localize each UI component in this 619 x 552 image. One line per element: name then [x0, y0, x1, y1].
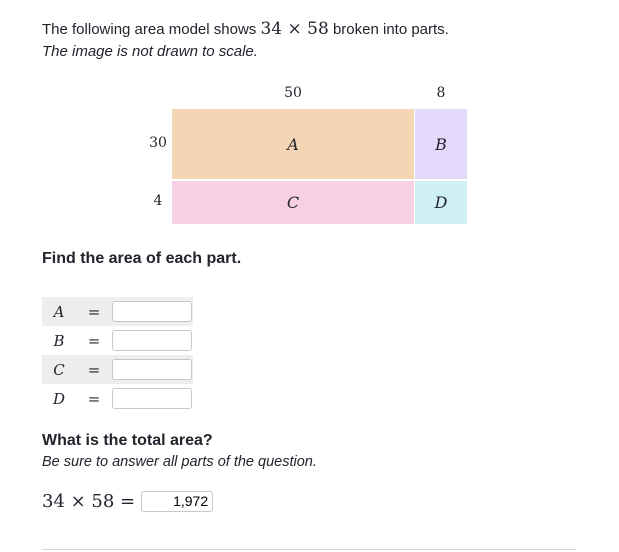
total-area-row: [42, 491, 213, 512]
answer-var: B: [53, 331, 65, 350]
intro-expression: 34 × 58: [260, 19, 329, 39]
answer-row-b: [42, 326, 193, 355]
total-expression: 34 × 58 =: [42, 491, 136, 512]
answer-table: [42, 297, 193, 413]
scale-note: The image is not drawn to scale.: [42, 43, 258, 60]
answer-row-a: [42, 297, 193, 326]
cell-a: A: [172, 109, 414, 179]
cell-d: D: [415, 181, 467, 224]
answer-input-d[interactable]: [112, 388, 192, 409]
equals-sign: =: [87, 331, 101, 350]
divider: [42, 549, 576, 550]
instruction-text: Be sure to answer all parts of the question.: [42, 454, 317, 470]
cell-c: C: [172, 181, 414, 224]
total-area-input[interactable]: [141, 491, 213, 512]
intro-text-before: The following area model shows: [42, 21, 261, 38]
cell-b: B: [415, 109, 467, 179]
column-label-8: 8: [436, 85, 446, 101]
equals-sign: =: [87, 302, 101, 321]
column-label-50: 50: [284, 85, 302, 101]
equals-sign: =: [87, 389, 101, 408]
intro: [42, 18, 449, 63]
answer-row-c: [42, 355, 193, 384]
row-label-4: 4: [153, 193, 163, 209]
heading-total-area: What is the total area?: [42, 432, 213, 449]
heading-find-area: Find the area of each part.: [42, 250, 242, 267]
answer-var: C: [53, 360, 65, 379]
equals-sign: =: [87, 360, 101, 379]
answer-input-a[interactable]: [112, 301, 192, 322]
intro-text-after: broken into parts.: [328, 21, 449, 38]
answer-input-b[interactable]: [112, 330, 192, 351]
row-label-30: 30: [149, 135, 167, 151]
answer-var: A: [53, 302, 65, 321]
answer-row-d: [42, 384, 193, 413]
answer-var: D: [52, 389, 66, 408]
answer-input-c[interactable]: [112, 359, 192, 380]
intro-line: [42, 18, 449, 41]
